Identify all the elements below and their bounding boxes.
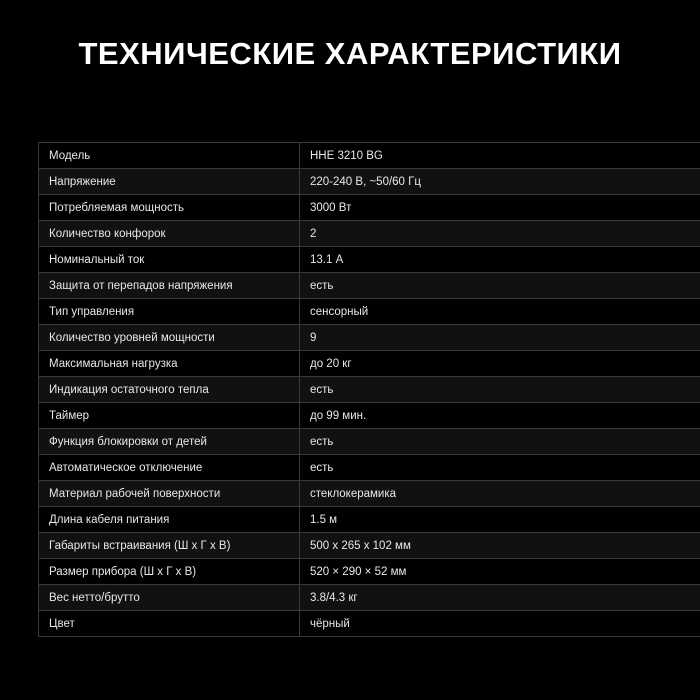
spec-value: до 20 кг — [300, 351, 700, 377]
spec-value: сенсорный — [300, 299, 700, 325]
table-row — [39, 559, 700, 585]
spec-value: есть — [300, 377, 700, 403]
table-row — [39, 273, 700, 299]
spec-label: Цвет — [39, 611, 300, 637]
table-row — [39, 481, 700, 507]
table-row — [39, 169, 700, 195]
spec-label: Напряжение — [39, 169, 300, 195]
table-row — [39, 143, 700, 169]
specifications-table — [38, 142, 700, 637]
spec-label: Вес нетто/брутто — [39, 585, 300, 611]
table-row — [39, 507, 700, 533]
table-row — [39, 351, 700, 377]
table-row — [39, 611, 700, 637]
spec-label: Тип управления — [39, 299, 300, 325]
spec-value: чёрный — [300, 611, 700, 637]
spec-value: есть — [300, 429, 700, 455]
table-row — [39, 325, 700, 351]
spec-label: Индикация остаточного тепла — [39, 377, 300, 403]
specifications-table-body — [39, 143, 700, 637]
spec-label: Длина кабеля питания — [39, 507, 300, 533]
spec-value: 13.1 А — [300, 247, 700, 273]
spec-value: HHE 3210 BG — [300, 143, 700, 169]
table-row — [39, 377, 700, 403]
spec-label: Количество уровней мощности — [39, 325, 300, 351]
spec-label: Размер прибора (Ш x Г x В) — [39, 559, 300, 585]
table-row — [39, 195, 700, 221]
table-row — [39, 533, 700, 559]
table-row — [39, 299, 700, 325]
table-row — [39, 403, 700, 429]
spec-value: 3000 Вт — [300, 195, 700, 221]
page-title: ТЕХНИЧЕСКИЕ ХАРАКТЕРИСТИКИ — [78, 36, 622, 71]
table-row — [39, 585, 700, 611]
spec-label: Габариты встраивания (Ш x Г x В) — [39, 533, 300, 559]
spec-value: 9 — [300, 325, 700, 351]
table-row — [39, 221, 700, 247]
spec-value: стеклокерамика — [300, 481, 700, 507]
table-row — [39, 247, 700, 273]
spec-value: есть — [300, 455, 700, 481]
spec-value: 3.8/4.3 кг — [300, 585, 700, 611]
table-row — [39, 455, 700, 481]
spec-label: Материал рабочей поверхности — [39, 481, 300, 507]
spec-label: Номинальный ток — [39, 247, 300, 273]
spec-value: 500 х 265 х 102 мм — [300, 533, 700, 559]
spec-label: Потребляемая мощность — [39, 195, 300, 221]
spec-label: Защита от перепадов напряжения — [39, 273, 300, 299]
spec-value: 2 — [300, 221, 700, 247]
spec-label: Таймер — [39, 403, 300, 429]
spec-value: 220-240 В, ~50/60 Гц — [300, 169, 700, 195]
spec-label: Функция блокировки от детей — [39, 429, 300, 455]
spec-value: есть — [300, 273, 700, 299]
spec-label: Модель — [39, 143, 300, 169]
spec-value: 1.5 м — [300, 507, 700, 533]
spec-value: до 99 мин. — [300, 403, 700, 429]
spec-label: Максимальная нагрузка — [39, 351, 300, 377]
table-row — [39, 429, 700, 455]
spec-label: Автоматическое отключение — [39, 455, 300, 481]
spec-label: Количество конфорок — [39, 221, 300, 247]
spec-value: 520 × 290 × 52 мм — [300, 559, 700, 585]
